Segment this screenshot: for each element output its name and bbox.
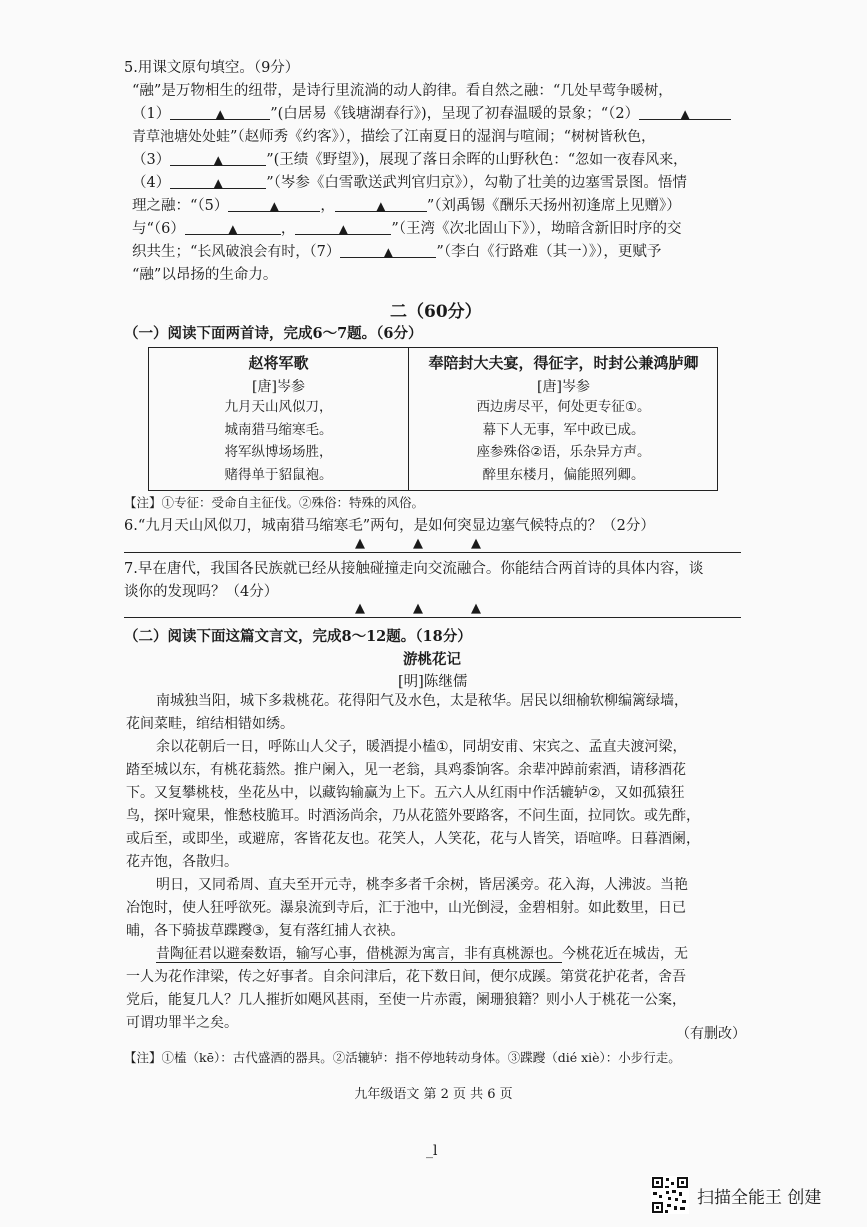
answer-blank-5a[interactable]: ▲ <box>228 193 320 212</box>
q5-line-1: “融”是万物相生的纽带，是诗行里流淌的动人韵律。看自然之融：“几处早莺争暖树， <box>132 83 673 99</box>
part1-title: （一）阅读下面两首诗，完成6～7题。（6分） <box>124 325 423 342</box>
q5-line-5: （4） ▲ ”（岑参《白雪歌送武判官归京》），勾勒了壮美的边塞雪景图。悟情 <box>132 170 687 196</box>
qr-code-icon <box>651 1176 689 1214</box>
q5-line-3: 青草池塘处处蛙”（赵师秀《约客》），描绘了江南夏日的湿润与喧闹；“树树皆秋色， <box>132 129 656 145</box>
answer-blank-3[interactable]: ▲ <box>170 147 266 166</box>
poem-2-line: 座参殊俗②语，乐杂异方声。 <box>476 444 651 460</box>
q5-line-7: 与“（6） ▲ ， ▲ ”（王湾《次北固山下》），坳暗含新旧时序的交 <box>132 216 682 242</box>
poem-note: 【注】①专征：受命自主征伐。②殊俗：特殊的风俗。 <box>124 495 425 510</box>
question-7-line-2: 谈你的发现吗？（4分） <box>124 584 279 600</box>
answer-blank-2[interactable]: ▲ <box>639 101 731 120</box>
essay-line: 党后，能复几人？几人摧折如飓风甚雨，至使一片赤霞，阑珊狼籍？则小人于桃花一公案， <box>126 992 686 1008</box>
part2-title: （二）阅读下面这篇文言文，完成8～12题。（18分） <box>124 628 472 645</box>
poem-1-title: 赵将军歌 <box>248 354 309 372</box>
answer-markers-6: ▲▲▲ <box>355 536 529 551</box>
poem-1 <box>149 348 409 490</box>
q5-line-2: （1） ▲ ”(白居易《钱塘湖春行》)，呈现了初春温暖的景象；“（2） ▲ <box>132 101 731 127</box>
essay-line: 花间菜畦，绾结相错如绣。 <box>126 716 294 732</box>
page-footer: 九年级语文 第 2 页 共 6 页 <box>354 1087 513 1102</box>
answer-blank-5b[interactable]: ▲ <box>335 193 427 212</box>
poem-1-line: 城南猎马缩寒毛。 <box>224 421 333 438</box>
answer-markers-7: ▲▲▲ <box>355 601 529 616</box>
poem-1-line: 赌得单于貂鼠袍。 <box>224 466 333 483</box>
poem-2-line: 幕下人无事，军中政已成。 <box>482 421 645 438</box>
essay-line: 冶饱时，使人狂呼欲死。瀑泉流到寺后，汇于池中，山光倒浸，金碧相射。如此数里，日已 <box>126 900 686 916</box>
essay-line: 或后至，或即坐，或避席，客皆花友也。花笑人，人笑花，花与人皆笑，语喧哗。日暮酒阑， <box>126 831 700 847</box>
answer-blank-6b[interactable]: ▲ <box>295 216 391 235</box>
essay-line: 下。又复攀桃枝，坐花丛中，以藏钩输赢为上下。五六人从红雨中作活辘轳②，又如孤猿狂 <box>126 785 685 801</box>
essay-line: 晡，各下骑拔草蹀躞③，复有落红捕人衣袂。 <box>126 923 405 939</box>
question-7-line-1: 7.早在唐代，我国各民族就已经从接触碰撞走向交流融合。你能结合两首诗的具体内容，谈 <box>124 561 704 577</box>
q5-line-8: 织共生；“长风破浪会有时，（7） ▲ ”（李白《行路难（其一）》），更赋予 <box>132 239 661 265</box>
essay-line: 余以花朝后一日，呼陈山人父子，暖酒提小榼①，同胡安甫、宋宾之、孟直夫渡河梁， <box>156 739 687 755</box>
essay-note: 【注】①榼（kē）：古代盛酒的器具。②活辘轳：指不停地转动身体。③蹀躞（dié xiè）：小步行走。 <box>124 1050 681 1065</box>
poem-1-author: [唐]岑参 <box>252 379 305 395</box>
essay-title: 游桃花记 <box>403 651 461 668</box>
poem-1-line: 九月天山风似刀， <box>224 399 333 415</box>
answer-blank-6a[interactable]: ▲ <box>185 216 281 235</box>
q5-line-6: 理之融：“（5） ▲ ， ▲ ”（刘禹锡《酬乐天扬州初逢席上见赠》） <box>132 193 681 219</box>
poem-1-line: 将军纵博场场胜， <box>224 444 333 460</box>
poem-2-author: [唐]岑参 <box>537 379 590 395</box>
essay-line: 可谓功罪半之矣。 <box>126 1015 238 1031</box>
answer-blank-7[interactable]: ▲ <box>340 239 436 258</box>
page-mark: _l <box>426 1143 438 1159</box>
essay-line-underlined: 昔陶征君以避秦数语，输写心事，借桃源为寓言，非有真桃源也。今桃花近在城齿，无 <box>156 946 688 962</box>
q5-line-4: （3） ▲ ”(王绩《野望》)，展现了落日余晖的山野秋色：“忽如一夜春风来， <box>132 147 687 173</box>
essay-line: 南城独当阳，城下多栽桃花。花得阳气及水色，太是秾华。居民以细榆软柳编篱绿墙， <box>156 693 688 709</box>
essay-line: 踏至城以东，有桃花蓊然。推户阑入，见一老翁，具鸡黍饷客。余辈冲踔前索酒，请移酒花 <box>126 762 686 778</box>
section-heading: 二（60分） <box>390 302 482 322</box>
essay-line: 明日，又同希周、直夫至开元寺，桃李多者千余树，皆居溪旁。花入海，人沸波。当艳 <box>156 877 688 893</box>
underlined-sentence: 昔陶征君以避秦数语，输写心事，借桃源为寓言，非有真桃源也。 <box>156 946 562 962</box>
essay-line: 一人为花作津梁，传之好事者。自余问津后，花下数日间，便尔成蹊。第赏花护花者，舍吾 <box>126 969 686 985</box>
answer-blank-4[interactable]: ▲ <box>170 170 266 189</box>
poem-2 <box>410 348 717 490</box>
essay-line: 鸟，探叶窥果，惟愁枝脆耳。时酒汤尚余，乃从花篮外要路客，不问生面，拉同饮。或先酢， <box>126 808 700 824</box>
question-6: 6.“九月天山风似刀，城南猎马缩寒毛”两句，是如何突显边塞气候特点的？（2分） <box>124 518 655 534</box>
poem-2-line: 醉里东楼月，偏能照列卿。 <box>482 466 645 483</box>
answer-line-7[interactable] <box>124 617 741 618</box>
answer-line-6[interactable] <box>124 552 741 553</box>
answer-blank-1[interactable]: ▲ <box>170 101 270 120</box>
q5-line-9: “融”以昂扬的生命力。 <box>132 267 278 283</box>
poem-2-line: 西边虏尽平，何处更专征①。 <box>476 399 651 415</box>
poem-2-title: 奉陪封大夫宴，得征字，时封公兼鸿胪卿 <box>428 354 699 372</box>
essay-author: [明]陈继儒 <box>398 674 468 690</box>
scanner-brand: 扫描全能王 创建 <box>697 1188 822 1208</box>
essay-line: 花卉饱，各散归。 <box>126 854 238 870</box>
poem-table <box>148 347 718 491</box>
q5-title: 5.用课文原句填空。（9分） <box>124 60 300 76</box>
revised-note: （有删改） <box>676 1026 746 1042</box>
